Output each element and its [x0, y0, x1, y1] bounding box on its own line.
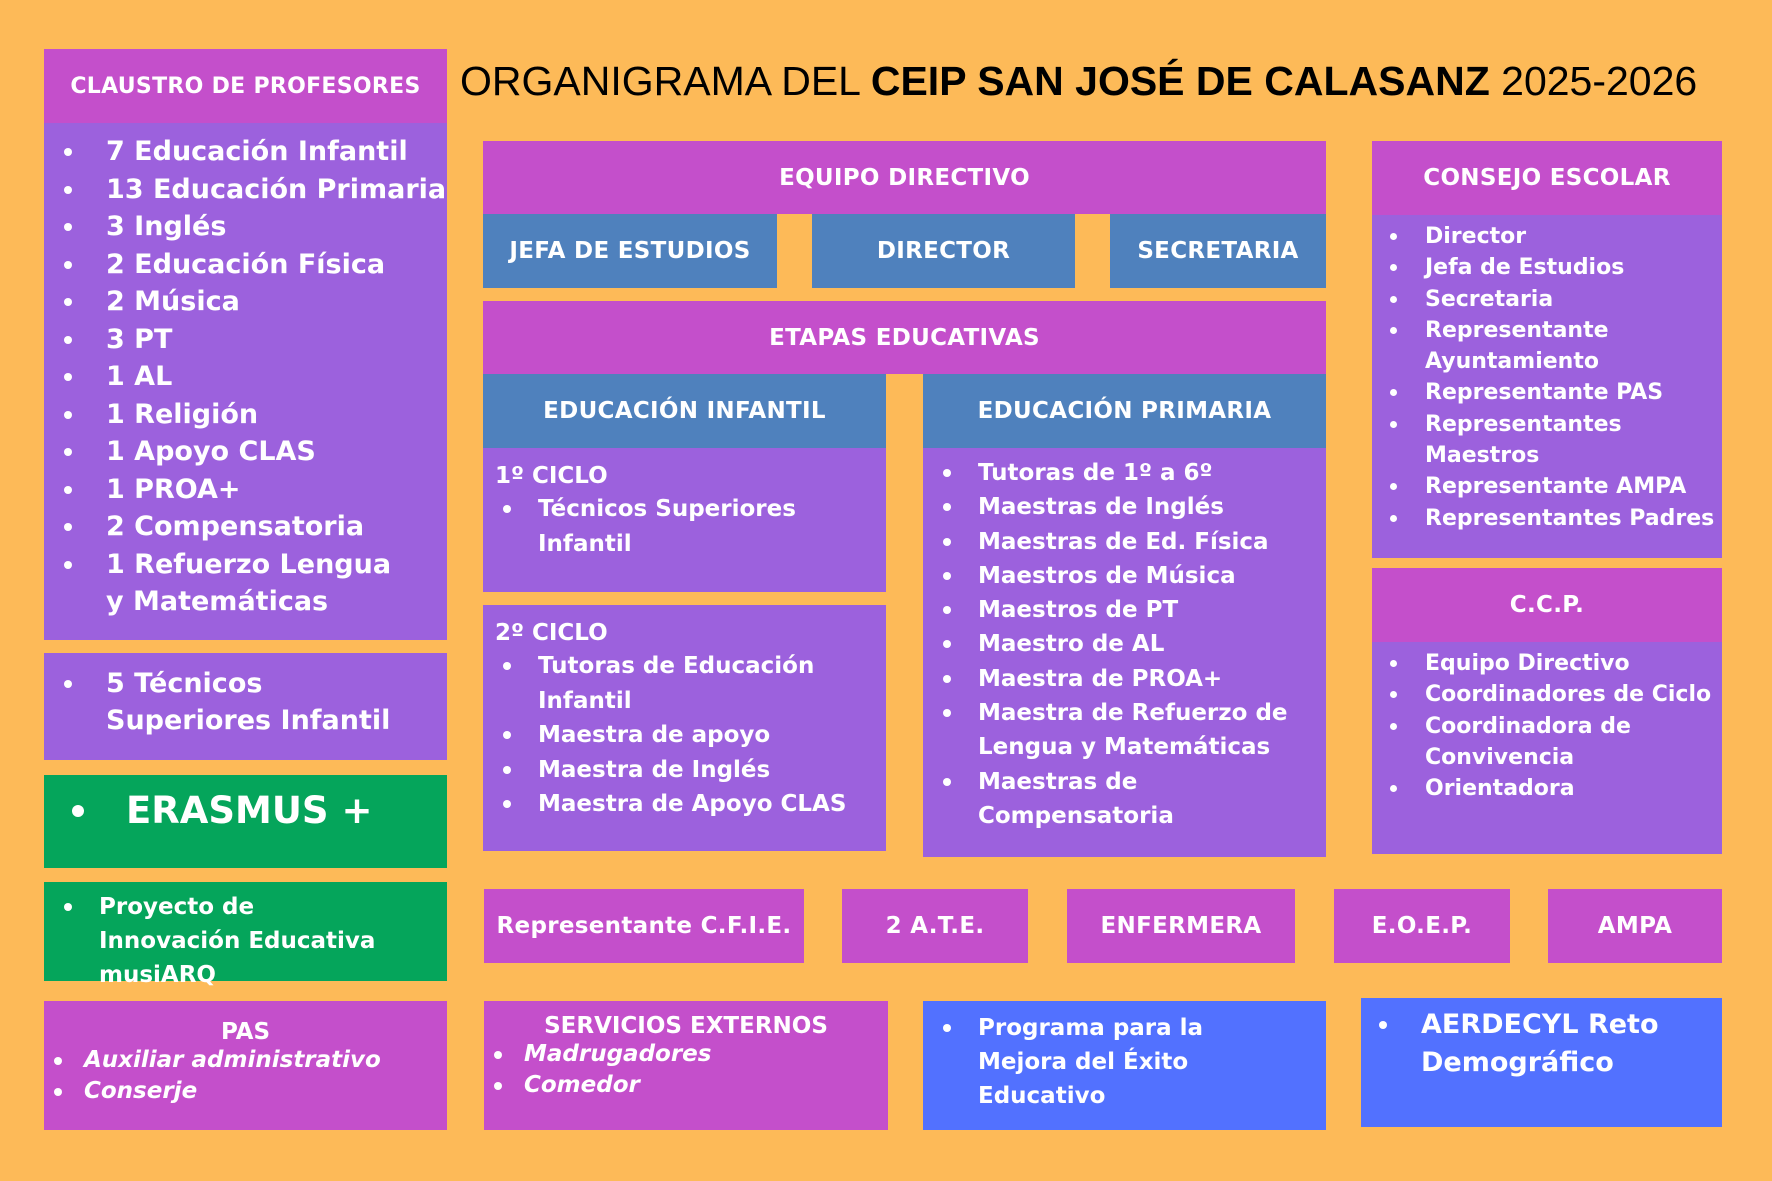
list-item: ERASMUS +: [44, 788, 447, 834]
list-item: Maestra de Refuerzo de Lengua y Matemáticas: [923, 696, 1298, 765]
primaria-list-box: [923, 448, 1326, 857]
list-item: Técnicos Superiores Infantil: [483, 492, 818, 561]
title-school: CEIP SAN JOSÉ DE CALASANZ: [870, 58, 1490, 104]
title-prefix: ORGANIGRAMA DEL: [460, 58, 871, 104]
servicios-box: [484, 1001, 888, 1130]
servicios-header: SERVICIOS EXTERNOS: [544, 1013, 828, 1039]
proyecto-box: [44, 882, 447, 988]
list-item: Maestra de apoyo: [483, 718, 886, 753]
director-box: DIRECTOR: [812, 214, 1075, 288]
claustro-list-box: [44, 123, 447, 640]
pas-box: [44, 1001, 447, 1130]
list-item: Tutoras de Educación Infantil: [483, 649, 828, 718]
primaria-header: EDUCACIÓN PRIMARIA: [923, 374, 1326, 448]
list-item: 2 Música: [44, 283, 447, 321]
list-item: Maestras de Inglés: [923, 490, 1326, 524]
equipo-directivo-header: EQUIPO DIRECTIVO: [483, 141, 1326, 214]
list-item: Maestra de Apoyo CLAS: [483, 787, 886, 822]
ciclo2-label: 2º CICLO: [495, 620, 608, 646]
list-item: Representante AMPA: [1372, 471, 1722, 502]
cfie-box: Representante C.F.I.E.: [484, 889, 804, 963]
list-item: Maestra de PROA+: [923, 662, 1326, 696]
secretaria-box: SECRETARIA: [1110, 214, 1326, 288]
list-item: Tutoras de 1º a 6º: [923, 456, 1326, 490]
list-item: 2 Educación Física: [44, 246, 447, 284]
list-item: Madrugadores: [484, 1039, 888, 1070]
ciclo1-label: 1º CICLO: [495, 463, 608, 489]
list-item: Representante PAS: [1372, 377, 1722, 408]
list-item: 1 AL: [44, 358, 447, 396]
list-item: 1 Refuerzo Lengua y Matemáticas: [44, 546, 416, 621]
list-item: AERDECYL Reto Demográfico: [1361, 1006, 1691, 1082]
consejo-header: CONSEJO ESCOLAR: [1372, 141, 1722, 215]
list-item: Maestra de Inglés: [483, 753, 886, 788]
page-title: [460, 58, 1730, 105]
list-item: 2 Compensatoria: [44, 508, 447, 546]
list-item: Secretaria: [1372, 284, 1722, 315]
jefa-de-estudios-box: JEFA DE ESTUDIOS: [483, 214, 777, 288]
list-item: Maestras de Ed. Física: [923, 525, 1326, 559]
list-item: 3 Inglés: [44, 208, 447, 246]
etapas-header: ETAPAS EDUCATIVAS: [483, 301, 1326, 374]
infantil-ciclo2-box: [483, 605, 886, 851]
infantil-header: EDUCACIÓN INFANTIL: [483, 374, 886, 448]
tecnicos-box: [44, 653, 447, 760]
list-item: Representantes Padres: [1372, 503, 1722, 534]
eoep-box: E.O.E.P.: [1334, 889, 1510, 963]
ampa-box: AMPA: [1548, 889, 1722, 963]
programa-box: [923, 1001, 1326, 1130]
list-item: Orientadora: [1372, 773, 1722, 804]
list-item: 3 PT: [44, 321, 447, 359]
list-item: Comedor: [484, 1070, 888, 1101]
consejo-list-box: [1372, 215, 1722, 558]
infantil-ciclo1-box: [483, 448, 886, 592]
list-item: Conserje: [44, 1076, 447, 1107]
title-year: 2025-2026: [1489, 58, 1698, 104]
list-item: 13 Educación Primaria: [44, 171, 447, 209]
list-item: Programa para la Mejora del Éxito Educativo: [923, 1011, 1298, 1113]
list-item: Jefa de Estudios: [1372, 252, 1722, 283]
list-item: Coordinadora de Convivencia: [1372, 711, 1645, 774]
claustro-header: CLAUSTRO DE PROFESORES: [44, 49, 447, 123]
list-item: 5 Técnicos Superiores Infantil: [44, 665, 406, 739]
list-item: 1 PROA+: [44, 471, 447, 509]
erasmus-box: [44, 775, 447, 868]
list-item: Representantes Maestros: [1372, 409, 1655, 472]
list-item: Representante Ayuntamiento: [1372, 315, 1655, 378]
list-item: 7 Educación Infantil: [44, 133, 447, 171]
list-item: 1 Religión: [44, 396, 447, 434]
list-item: Maestro de AL: [923, 627, 1326, 661]
list-item: Coordinadores de Ciclo: [1372, 679, 1722, 710]
list-item: Proyecto de Innovación Educativa musiARQ: [44, 890, 399, 992]
list-item: Director: [1372, 221, 1722, 252]
ccp-header: C.C.P.: [1372, 568, 1722, 642]
list-item: Equipo Directivo: [1372, 648, 1722, 679]
list-item: Auxiliar administrativo: [44, 1045, 447, 1076]
enfermera-box: ENFERMERA: [1067, 889, 1295, 963]
claustro-list: [44, 123, 447, 621]
aerdecyl-box: [1361, 998, 1722, 1127]
list-item: Maestros de PT: [923, 593, 1326, 627]
pas-header: PAS: [220, 1019, 271, 1045]
ate-box: 2 A.T.E.: [842, 889, 1028, 963]
list-item: 1 Apoyo CLAS: [44, 433, 447, 471]
list-item: Maestras de Compensatoria: [923, 765, 1178, 834]
ccp-list-box: [1372, 642, 1722, 854]
list-item: Maestros de Música: [923, 559, 1326, 593]
